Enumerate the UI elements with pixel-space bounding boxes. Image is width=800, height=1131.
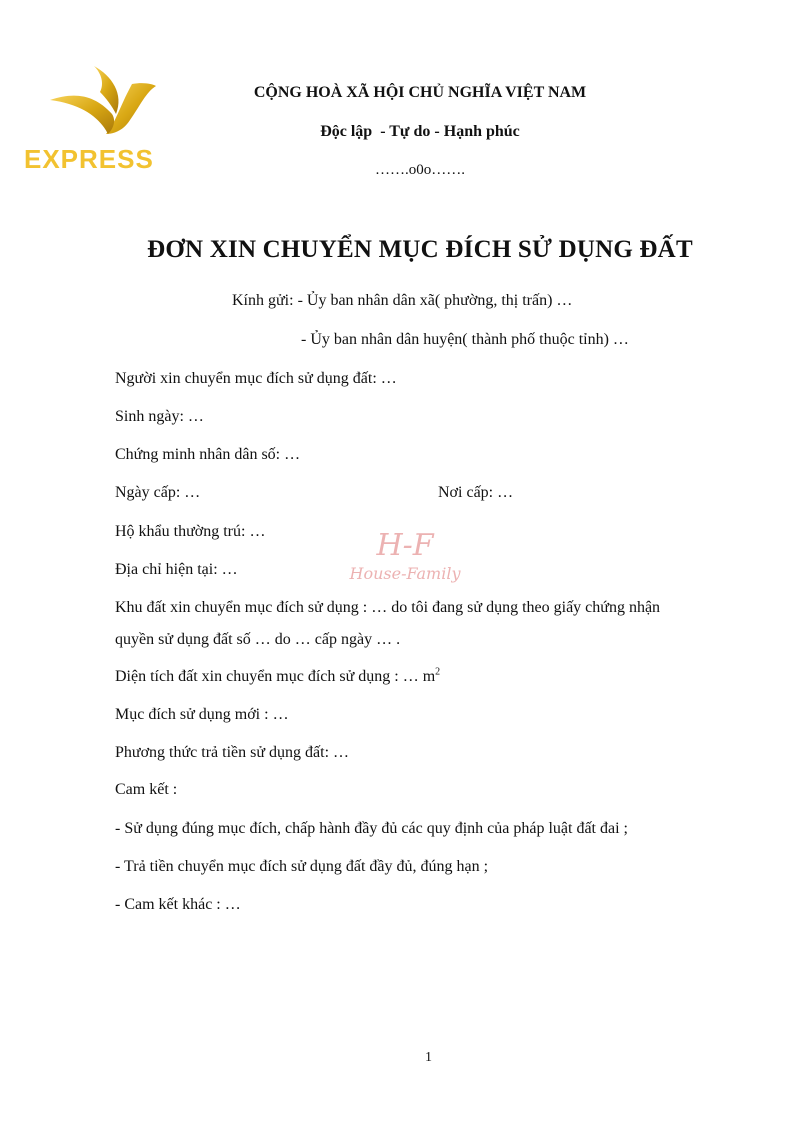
land-plot-line-2: quyền sử dụng đất số … do … cấp ngày … . — [115, 631, 401, 648]
national-title: CỘNG HOÀ XÃ HỘI CHỦ NGHĨA VIỆT NAM — [253, 84, 587, 101]
birth-date-field: Sinh ngày: … — [115, 408, 204, 425]
recipient-line-1: Kính gửi: - Ủy ban nhân dân xã( phường, thị trấn) … — [232, 292, 573, 309]
express-logo — [24, 62, 174, 177]
watermark-monogram: H-F — [376, 528, 434, 563]
new-purpose-field: Mục đích sử dụng mới : … — [115, 706, 289, 723]
applicant-field: Người xin chuyển mục đích sử dụng đất: … — [115, 370, 397, 387]
area-exponent: 2 — [435, 666, 441, 678]
header-divider: …….o0o……. — [375, 162, 465, 178]
commitment-item: - Cam kết khác : … — [115, 896, 241, 913]
land-plot-line-1: Khu đất xin chuyển mục đích sử dụng : … do tôi đang sử dụng theo giấy chứng nhận — [115, 599, 661, 616]
house-family-watermark — [330, 530, 480, 584]
id-number-field: Chứng minh nhân dân số: … — [115, 446, 301, 463]
page-number: 1 — [425, 1050, 432, 1065]
commitment-item: - Trả tiền chuyển mục đích sử dụng đất đầy đủ, đúng hạn ; — [115, 858, 489, 875]
payment-method-field: Phương thức trả tiền sử dụng đất: … — [115, 744, 350, 761]
watermark-name: House-Family — [349, 564, 461, 583]
document-title: ĐƠN XIN CHUYỂN MỤC ĐÍCH SỬ DỤNG ĐẤT — [147, 236, 693, 263]
permanent-residence-field: Hộ khẩu thường trú: … — [115, 523, 266, 540]
issue-date-field: Ngày cấp: … — [115, 484, 201, 501]
issue-place-field: Nơi cấp: … — [438, 484, 514, 501]
commitment-item: - Sử dụng đúng mục đích, chấp hành đầy đủ các quy định của pháp luật đất đai ; — [115, 820, 628, 837]
national-motto: Độc lập - Tự do - Hạnh phúc — [320, 123, 520, 140]
commitment-label: Cam kết : — [115, 781, 178, 798]
golden-bird-icon — [24, 62, 174, 142]
recipient-line-2: - Ủy ban nhân dân huyện( thành phố thuộc tỉnh) … — [301, 331, 629, 348]
area-field — [115, 668, 440, 686]
area-text: Diện tích đất xin chuyển mục đích sử dụng : … m — [115, 668, 436, 685]
brand-name: EXPRESS — [24, 144, 154, 174]
current-address-field: Địa chỉ hiện tại: … — [115, 561, 238, 578]
